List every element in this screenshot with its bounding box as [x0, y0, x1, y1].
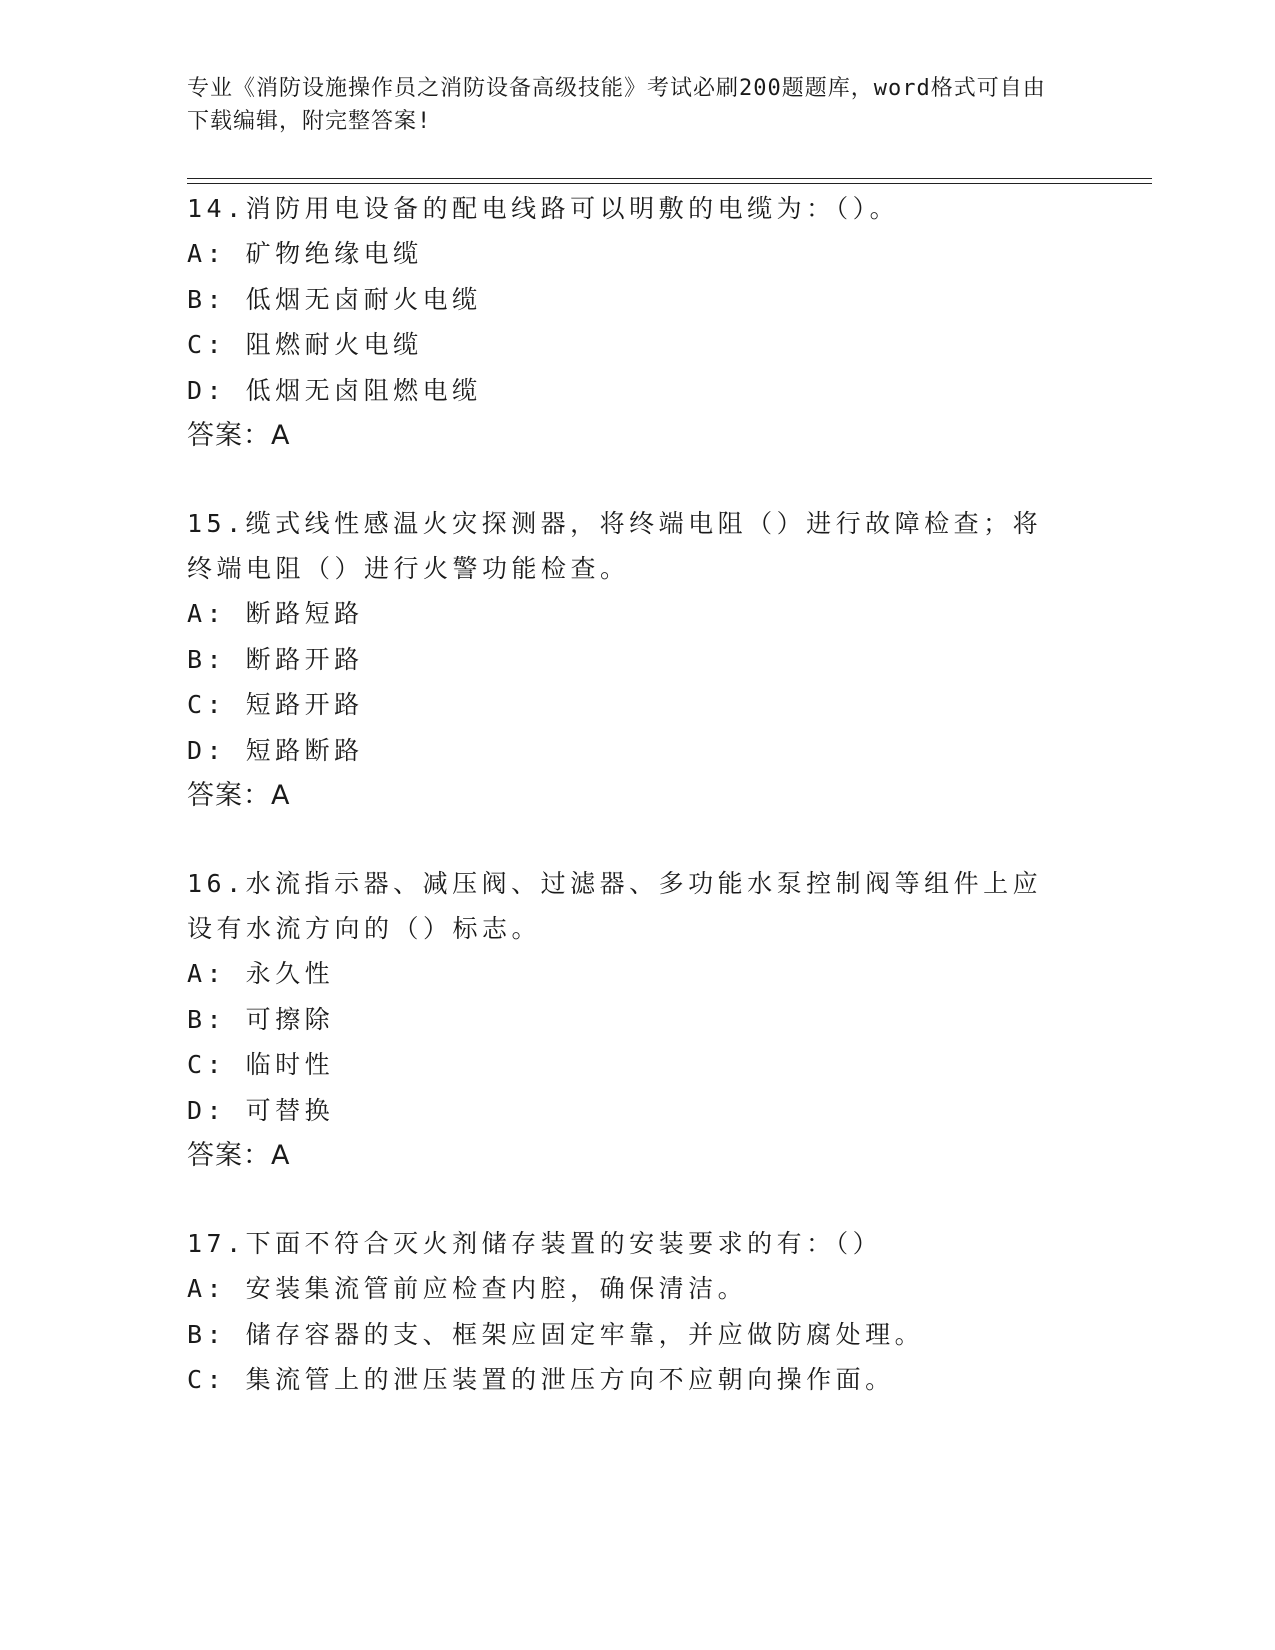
- question-stem: 17.下面不符合灭火剂储存装置的安装要求的有：（）: [187, 1229, 883, 1258]
- question-14: [187, 186, 1067, 459]
- answer-line: 答案：A: [187, 780, 291, 811]
- option-c: C: 集流管上的泄压装置的泄压方向不应朝向操作面。: [187, 1365, 895, 1394]
- option-a: A: 永久性: [187, 959, 335, 988]
- option-b: B: 储存容器的支、框架应固定牢靠，并应做防腐处理。: [187, 1319, 925, 1349]
- option-a: A: 断路短路: [187, 599, 364, 628]
- question-stem: 14.消防用电设备的配电线路可以明敷的电缆为：（）。: [187, 194, 900, 223]
- option-d: D: 低烟无卤阻燃电缆: [187, 375, 482, 405]
- answer-line: 答案：A: [187, 1140, 291, 1171]
- header-divider-bottom: [187, 183, 1152, 184]
- option-c: C: 阻燃耐火电缆: [187, 330, 423, 359]
- question-stem: 15.缆式线性感温火灾探测器，将终端电阻（）进行故障检查；将终端电阻（）进行火警功能检查。: [187, 509, 1043, 583]
- question-list: [187, 186, 1067, 1445]
- option-b: B: 可擦除: [187, 1004, 335, 1034]
- option-d: D: 可替换: [187, 1095, 335, 1125]
- document-header: 专业《消防设施操作员之消防设备高级技能》考试必刷200题题库，word格式可自由下载编辑，附完整答案!: [187, 76, 1046, 134]
- option-b: B: 断路开路: [187, 644, 364, 674]
- option-b: B: 低烟无卤耐火电缆: [187, 284, 482, 314]
- header-divider-top: [187, 178, 1152, 179]
- question-17: [187, 1221, 1067, 1403]
- option-a: A: 安装集流管前应检查内腔，确保清洁。: [187, 1274, 748, 1303]
- answer-line: 答案：A: [187, 420, 291, 451]
- option-c: C: 临时性: [187, 1050, 335, 1079]
- option-c: C: 短路开路: [187, 690, 364, 719]
- question-15: [187, 501, 1067, 819]
- option-a: A: 矿物绝缘电缆: [187, 239, 423, 268]
- question-stem: 16.水流指示器、减压阀、过滤器、多功能水泵控制阀等组件上应设有水流方向的（）标志。: [187, 869, 1043, 943]
- question-16: [187, 861, 1067, 1179]
- option-d: D: 短路断路: [187, 735, 364, 765]
